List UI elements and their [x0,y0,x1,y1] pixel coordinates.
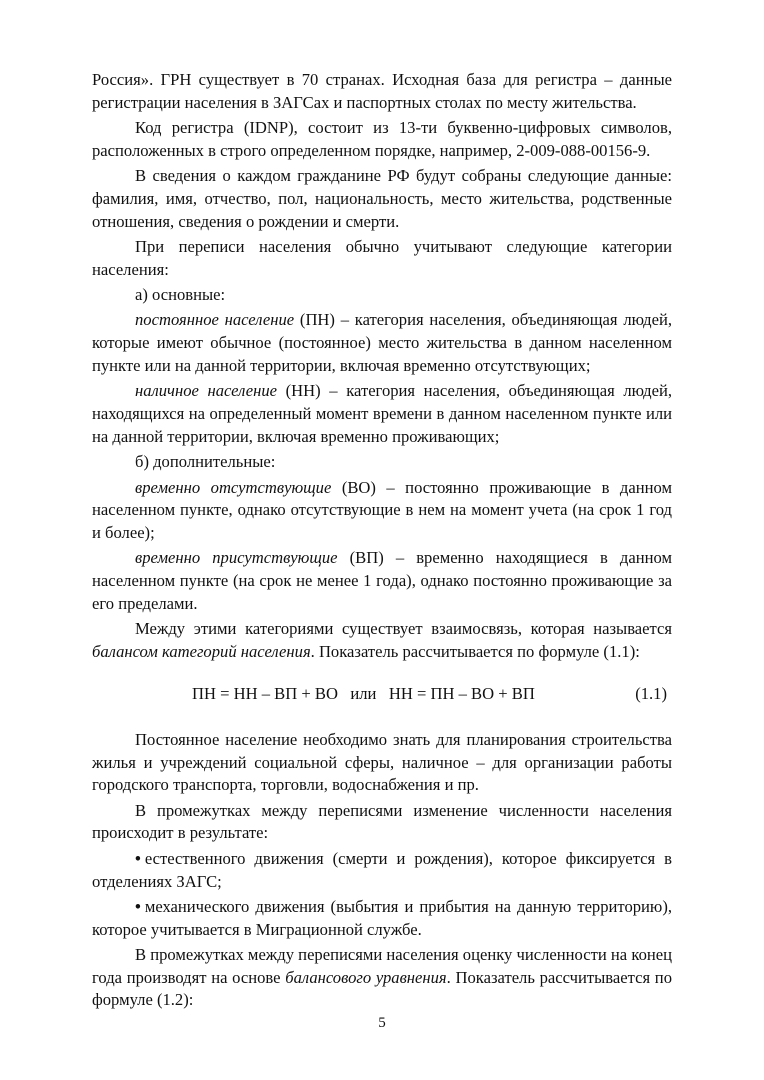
definition-term: временно присутствующие [135,548,338,568]
bullet-icon: • [135,848,141,868]
definition-term: постоянное население [135,310,295,330]
definition-term: временно отсутствующие [135,477,332,497]
paragraph: В промежутках между переписями изменение численности населения происходит в результате: [92,800,672,843]
formula-block [92,683,672,706]
bullet-text: естественного движения (смерти и рождения), которое фиксируется в отделениях ЗАГС; [92,848,672,891]
definition-text: (НН) – категория населения, объединяющая людей, находящихся на определенный момент времени в данном населенном пункте или на данной территории, включая временно проживающих; [92,381,672,446]
page-number: 5 [378,1015,386,1031]
definition-text: (ВО) – постоянно проживающие в данном населенном пункте, однако отсутствующие в нем на момент учета (на срок 1 год и более); [92,477,672,543]
paragraph: Код регистра (IDNP), состоит из 13-ти буквенно-цифровых символов, расположенных в строго определенном порядке, например, 2-009-088-00156-9. [92,118,672,160]
paragraph [92,944,672,1012]
definition-text: (ВП) – временно находящиеся в данном населенном пункте (на срок не менее 1 года), однако постоянно проживающие за его пределами. [92,548,672,614]
bullet-text: механического движения (выбытия и прибытия на данную территорию), которое учитывается в Миграционной службе. [92,896,672,939]
definition-term: наличное население [135,381,278,401]
bullet-item [92,896,672,942]
emphasized-term: балансом категорий населения [92,642,311,662]
formula-equation: ПН = НН – ВП + ВО или НН = ПН – ВО + ВП [192,683,535,703]
paragraph: Россия». ГРН существует в 70 странах. Исходная база для регистра – данные регистрации населения в ЗАГСах и паспортных столах по месту жительства. [92,70,672,112]
paragraph-text: . Показатель рассчитывается по формуле (1.2): [92,967,672,1010]
document-page [92,69,672,1015]
list-heading: б) дополнительные: [135,452,276,472]
bullet-item [92,848,672,894]
paragraph-text: В промежутках между переписями населения оценку численности на конец года производят на основе [92,944,672,987]
paragraph: В сведения о каждом гражданине РФ будут собраны следующие данные: фамилия, имя, отчество, пол, национальность, место жительства, родственные отношения, сведения о рождении и смерти. [92,166,672,231]
paragraph-text: Между этими категориями существует взаимосвязь, которая называется [135,619,672,639]
definition-paragraph [92,380,672,448]
paragraph: При переписи населения обычно учитывают следующие категории населения: [92,237,672,279]
paragraph [92,618,672,664]
bullet-icon: • [135,896,141,916]
definition-paragraph [92,477,672,545]
definition-paragraph [92,309,672,377]
paragraph: Постоянное население необходимо знать для планирования строительства жилья и учреждений социальной сферы, наличное – для организации работы городского транспорта, торговли, водоснабжения и пр. [92,729,672,795]
formula-number: (1.1) [635,683,667,703]
list-heading: а) основные: [135,285,226,305]
definition-paragraph [92,547,672,615]
paragraph-text: . Показатель рассчитывается по формуле (1.1): [310,642,640,662]
definition-text: (ПН) – категория населения, объединяющая людей, которые имеют обычное (постоянное) место жительства в данном населенном пункте или на данной территории, включая временно отсутствующих; [92,310,672,376]
emphasized-term: балансового уравнения [285,967,447,987]
